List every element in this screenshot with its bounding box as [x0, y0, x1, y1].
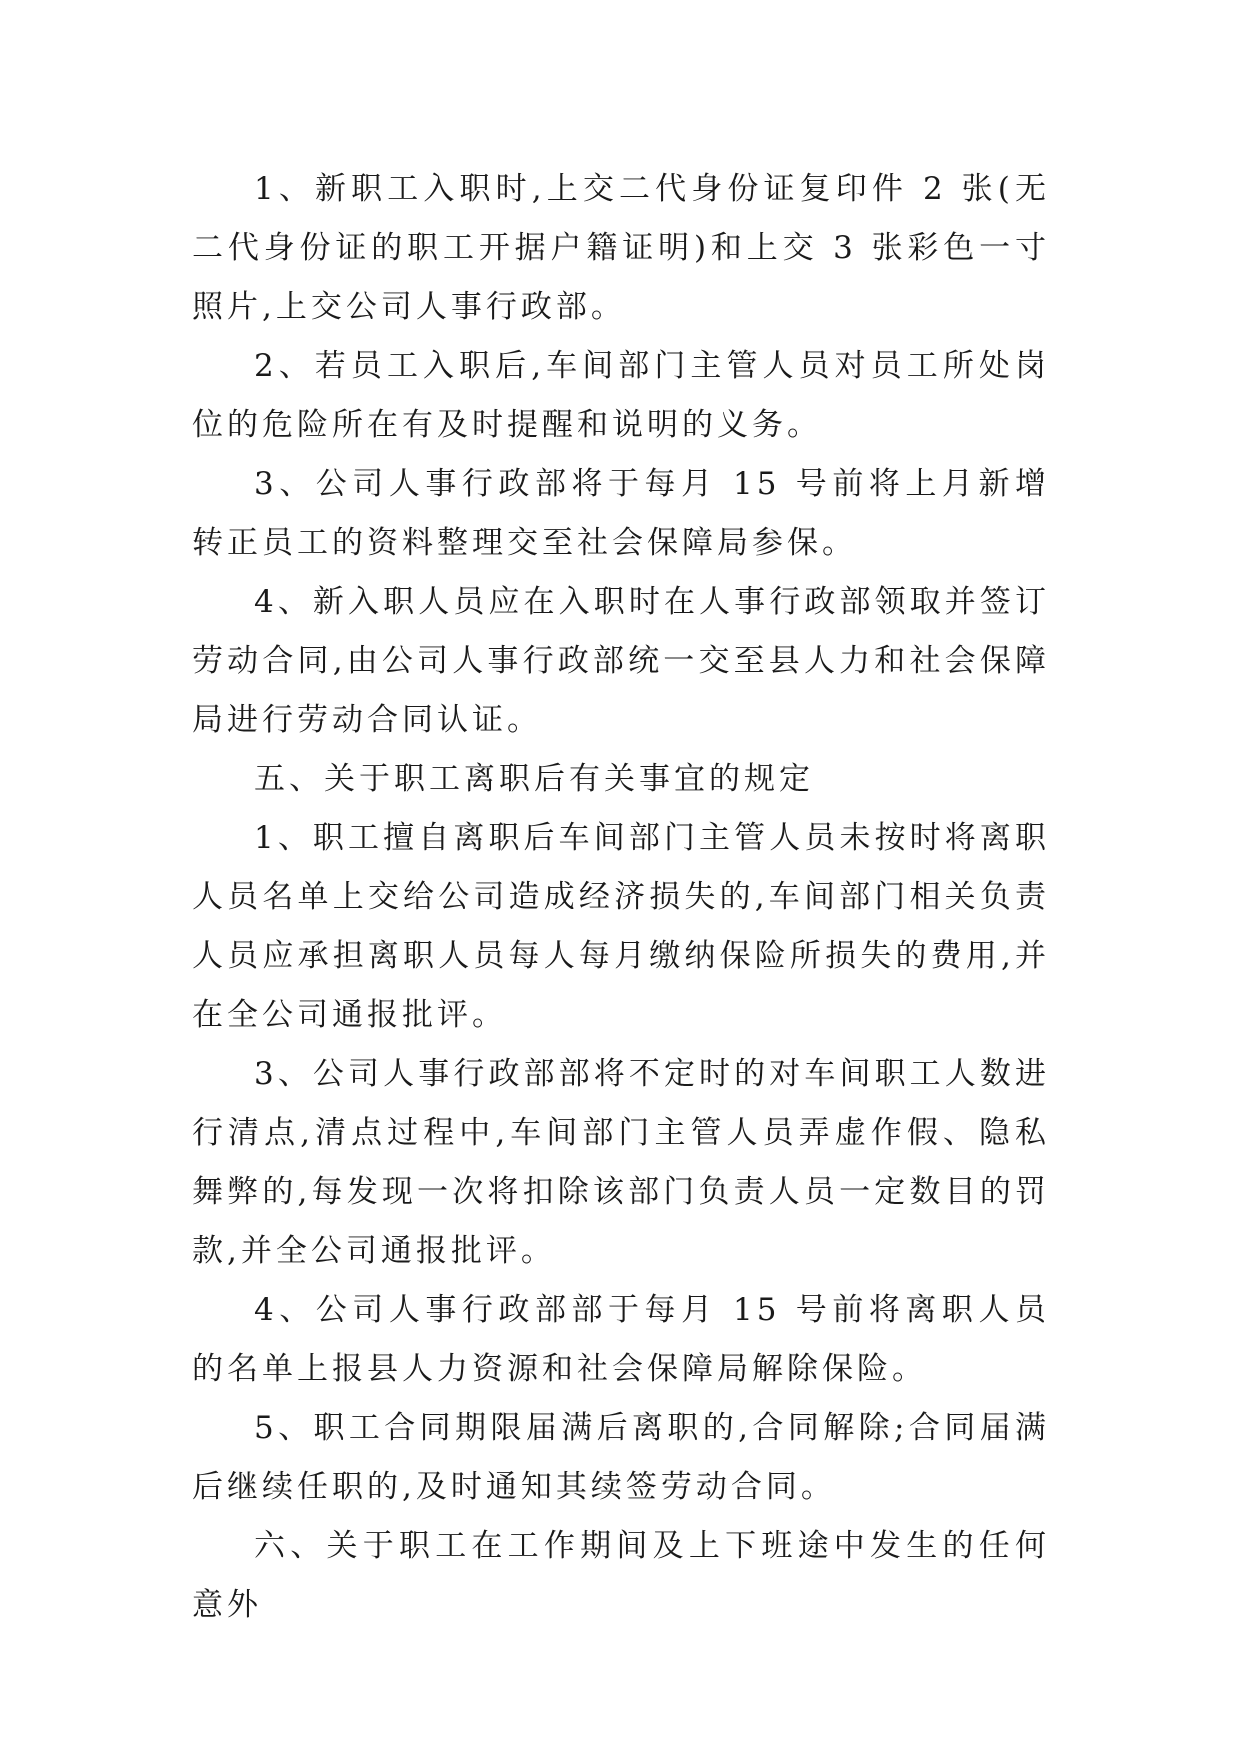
paragraph-labor-contract: 4、新入职人员应在入职时在人事行政部领取并签订劳动合同,由公司人事行政部统一交至县人力和社会保障局进行劳动合同认证。 — [192, 584, 1050, 738]
paragraph-hazard-notice: 2、若员工入职后,车间部门主管人员对员工所处岗位的危险所在有及时提醒和说明的义务。 — [192, 348, 1050, 443]
section-heading-resignation: 五、关于职工离职后有关事宜的规定 — [254, 761, 814, 797]
section-heading-accidents: 六、关于职工在工作期间及上下班途中发生的任何意外 — [192, 1528, 1050, 1623]
paragraph-unauthorized-leave: 1、职工擅自离职后车间部门主管人员未按时将离职人员名单上交给公司造成经济损失的,车间部门相关负责人员应承担离职人员每人每月缴纳保险所损失的费用,并在全公司通报批评。 — [192, 820, 1050, 1033]
paragraph-new-hire-documents: 1、新职工入职时,上交二代身份证复印件 2 张(无二代身份证的职工开据户籍证明)和上交 3 张彩色一寸照片,上交公司人事行政部。 — [192, 171, 1050, 325]
paragraph-insurance-termination: 4、公司人事行政部部于每月 15 号前将离职人员的名单上报县人力资源和社会保障局解除保险。 — [192, 1292, 1050, 1387]
document-body — [192, 160, 1050, 1635]
paragraph-headcount-audit: 3、公司人事行政部部将不定时的对车间职工人数进行清点,清点过程中,车间部门主管人员弄虚作假、隐私舞弊的,每发现一次将扣除该部门负责人员一定数目的罚款,并全公司通报批评。 — [192, 1056, 1050, 1269]
paragraph-insurance-enrollment: 3、公司人事行政部将于每月 15 号前将上月新增转正员工的资料整理交至社会保障局参保。 — [192, 466, 1050, 561]
paragraph-contract-expiry: 5、职工合同期限届满后离职的,合同解除;合同届满后继续任职的,及时通知其续签劳动合同。 — [192, 1410, 1050, 1505]
